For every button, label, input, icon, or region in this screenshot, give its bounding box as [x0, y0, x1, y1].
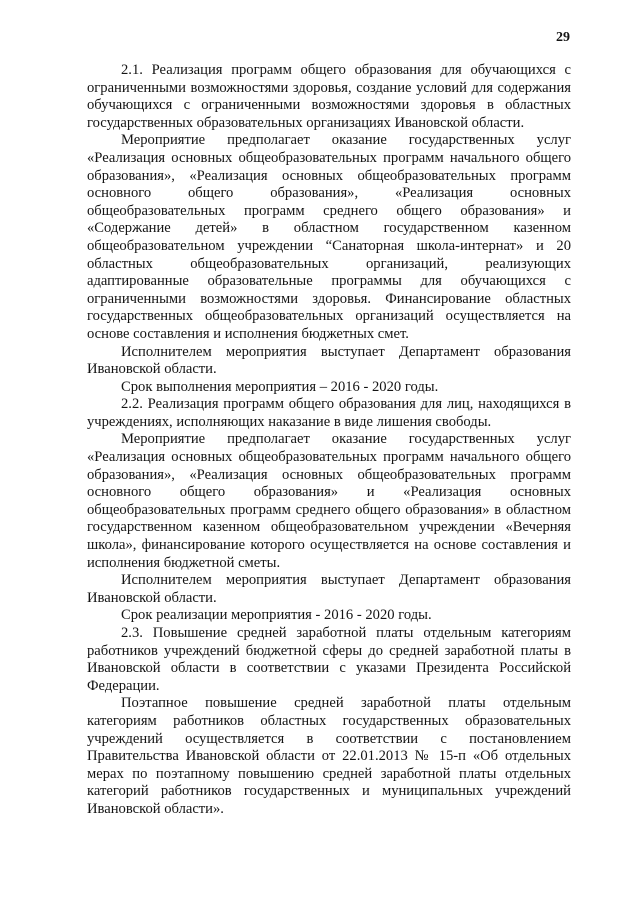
paragraph-2-1-term: Срок выполнения мероприятия – 2016 - 2020 годы.: [121, 378, 439, 395]
document-body: [87, 62, 571, 819]
page-number: 29: [556, 30, 570, 45]
paragraph-2-3-description: Поэтапное повышение средней заработной платы отдельным категориям работников областных государственных образовательных учреждений осуществляется в соответствии с постановлением Правительства Ивановской области от 22.01.2013 № 15-п «Об отдельных мерах по поэтапному повышению средней заработной платы отдельных категорий работников государственных и муниципальных учреждений Ивановской области».: [87, 695, 571, 817]
paragraph-2-2-title: 2.2. Реализация программ общего образования для лиц, находящихся в учреждениях, исполняющих наказание в виде лишения свободы.: [87, 396, 571, 430]
paragraph-2-2-term: Срок реализации мероприятия - 2016 - 2020 годы.: [121, 607, 432, 624]
paragraph-2-1-description: Мероприятие предполагает оказание государственных услуг «Реализация основных общеобразовательных программ начального общего образования», «Реализация основных общеобразовательных программ основного общего образования», «Реализация основных общеобразовательных программ среднего общего образования» и «Содержание детей» в областном государственном казенном общеобразовательном учреждении “Санаторная школа-интернат» и 20 областных общеобразовательных организаций, реализующих адаптированные образовательные программы для обучающихся с ограниченными возможностями здоровья. Финансирование областных государственных общеобразовательных организаций осуществляется на основе составления и исполнения бюджетных смет.: [87, 132, 571, 342]
paragraph-2-1-title: 2.1. Реализация программ общего образования для обучающихся с ограниченными возможностями здоровья, создание условий для содержания обучающихся с ограниченными возможностями здоровья в областных государственных образовательных организациях Ивановской области.: [87, 62, 571, 131]
paragraph-2-3-title: 2.3. Повышение средней заработной платы отдельным категориям работников учреждений бюджетной сферы до средней заработной платы в Ивановской области в соответствии с указами Президента Российской Федерации.: [87, 625, 571, 694]
paragraph-2-1-executor: Исполнителем мероприятия выступает Департамент образования Ивановской области.: [87, 343, 571, 378]
paragraph-2-2-description: Мероприятие предполагает оказание государственных услуг «Реализация основных общеобразовательных программ начального общего образования», «Реализация основных общеобразовательных программ основного общего образования» и «Реализация основных общеобразовательных программ среднего общего образования» в областном государственном казенном общеобразовательном учреждении «Вечерняя школа», финансирование которого осуществляется на основе составления и исполнения бюджетной сметы.: [87, 431, 571, 571]
paragraph-2-2-executor: Исполнителем мероприятия выступает Департамент образования Ивановской области.: [87, 572, 571, 606]
